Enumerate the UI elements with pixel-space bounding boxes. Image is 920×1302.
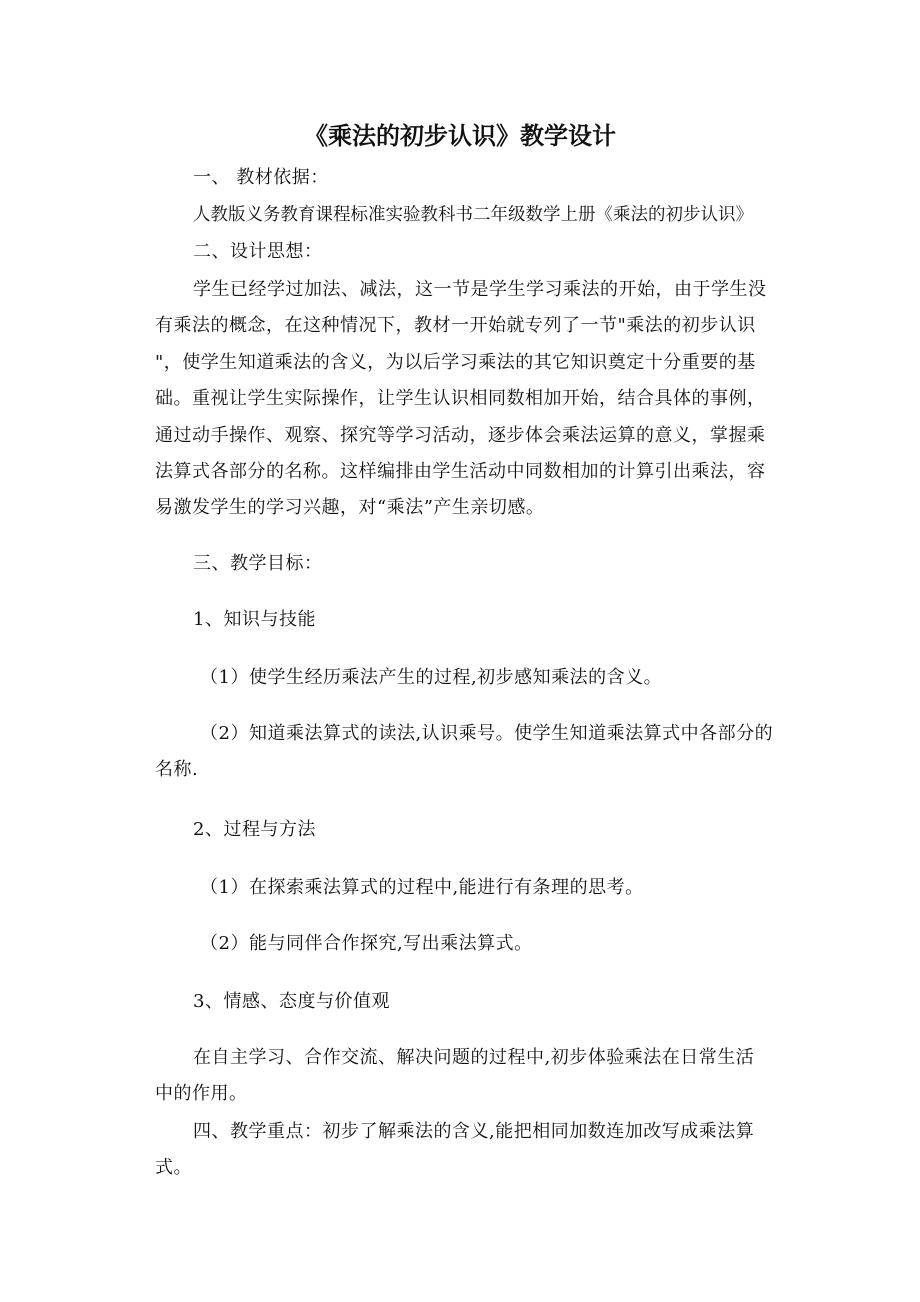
goal1-heading: 1、知识与技能 [193, 609, 316, 630]
section2-line: 易激发学生的学习兴趣，对“乘法”产生亲切感。 [155, 497, 545, 518]
section2-line: 通过动手操作、观察、探究等学习活动，逐步体会乘法运算的意义，掌握乘 [155, 425, 766, 446]
goal2-item2: （2）能与同伴合作探究,写出乘法算式。 [200, 933, 533, 954]
section2-heading: 二、设计思想： [193, 241, 323, 262]
goal2-item1: （1）在探索乘法算式的过程中,能进行有条理的思考。 [200, 877, 644, 898]
goal1-item2-line: 名称. [155, 759, 199, 780]
section1-text: 人教版义务教育课程标准实验教科书二年级数学上册《乘法的初步认识》 [193, 205, 753, 225]
goal1-item2-line: （2）知道乘法算式的读法,认识乘号。使学生知道乘法算式中各部分的 [200, 723, 774, 744]
section2-line: 础。重视让学生实际操作，让学生认识相同数相加开始，结合具体的事例， [155, 388, 766, 409]
goal3-heading: 3、情感、态度与价值观 [193, 991, 390, 1012]
goal3-text-line: 在自主学习、合作交流、解决问题的过程中,初步体验乘法在日常生活 [193, 1047, 755, 1068]
goal2-heading: 2、过程与方法 [193, 819, 316, 840]
section4-line: 式。 [155, 1157, 192, 1178]
section2-line: "，使学生知道乘法的含义，为以后学习乘法的其它知识奠定十分重要的基 [155, 352, 756, 373]
document-title: 《乘法的初步认识》教学设计 [304, 122, 616, 150]
goal1-item1: （1）使学生经历乘法产生的过程,初步感知乘法的含义。 [200, 667, 663, 688]
section2-line: 学生已经学过加法、减法，这一节是学生学习乘法的开始，由于学生没 [193, 279, 767, 300]
section2-line: 有乘法的概念，在这种情况下，教材一开始就专列了一节"乘法的初步认识 [155, 315, 756, 336]
section4-line: 四、教学重点：初步了解乘法的含义,能把相同加数连加改写成乘法算 [193, 1121, 755, 1142]
section2-line: 法算式各部分的名称。这样编排由学生活动中同数相加的计算引出乘法，容 [155, 461, 766, 482]
section3-heading: 三、教学目标： [193, 553, 323, 574]
goal3-text-line: 中的作用。 [155, 1083, 248, 1104]
section1-heading: 一、 教材依据： [193, 167, 329, 188]
